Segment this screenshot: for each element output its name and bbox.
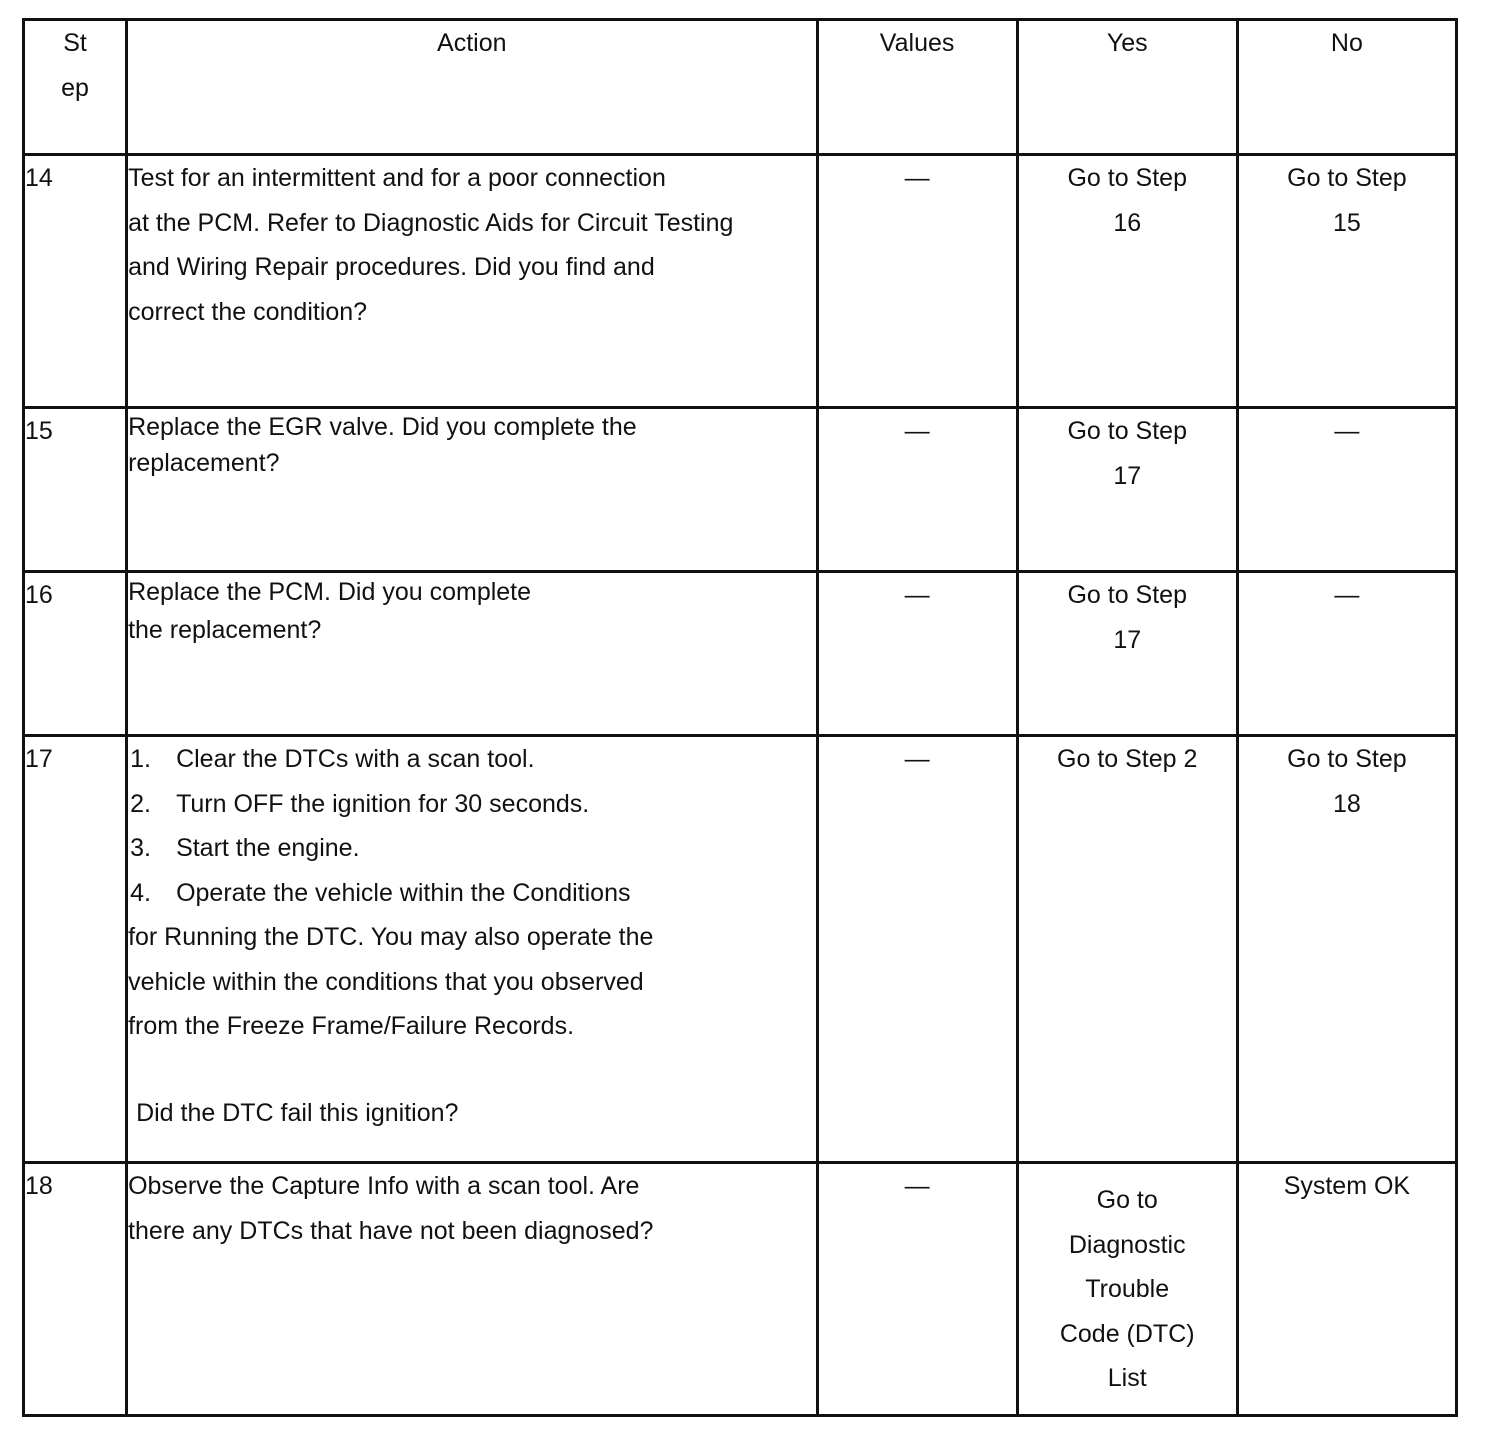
values-cell: — bbox=[817, 736, 1017, 1163]
diagnostic-table-container bbox=[22, 18, 1458, 1417]
action-line: and Wiring Repair procedures. Did you find and bbox=[128, 253, 655, 281]
numbered-step-index: 2. bbox=[130, 789, 151, 818]
spacer bbox=[128, 1049, 815, 1091]
numbered-step-text: Turn OFF the ignition for 30 seconds. bbox=[176, 789, 590, 818]
yes-cell bbox=[1017, 736, 1237, 1163]
table-row bbox=[24, 408, 1457, 572]
yes-line: 17 bbox=[1113, 461, 1142, 490]
step-number: 15 bbox=[24, 408, 127, 572]
action-line: the replacement? bbox=[128, 616, 322, 644]
action-line: correct the condition? bbox=[128, 297, 368, 326]
action-text bbox=[127, 572, 817, 736]
yes-cell bbox=[1017, 155, 1237, 408]
no-line: — bbox=[1334, 581, 1360, 609]
yes-line: Go to Step 2 bbox=[1057, 745, 1198, 773]
header-step bbox=[24, 20, 127, 155]
values-cell: — bbox=[817, 155, 1017, 408]
action-line: Test for an intermittent and for a poor connection bbox=[128, 164, 666, 192]
no-line: System OK bbox=[1283, 1172, 1411, 1200]
yes-line: 16 bbox=[1113, 208, 1142, 237]
yes-line: Go to Step bbox=[1067, 164, 1187, 192]
numbered-step-index: 1. bbox=[130, 745, 151, 773]
yes-line: Diagnostic bbox=[1068, 1230, 1186, 1259]
numbered-step-index: 4. bbox=[130, 878, 151, 907]
action-line: Replace the PCM. Did you complete bbox=[128, 578, 532, 606]
yes-line: 17 bbox=[1113, 625, 1142, 654]
step-number: 14 bbox=[24, 155, 127, 408]
no-line: Go to Step bbox=[1287, 164, 1407, 192]
action-text bbox=[127, 736, 817, 1163]
header-no: No bbox=[1237, 20, 1456, 155]
action-line: replacement? bbox=[128, 449, 280, 477]
action-text bbox=[127, 155, 817, 408]
yes-line: List bbox=[1107, 1364, 1147, 1392]
action-line: there any DTCs that have not been diagnosed? bbox=[128, 1216, 654, 1245]
yes-line: Code (DTC) bbox=[1059, 1319, 1195, 1348]
values-cell: — bbox=[817, 1163, 1017, 1416]
header-action: Action bbox=[127, 20, 817, 155]
table-row bbox=[24, 736, 1457, 1163]
no-line: Go to Step bbox=[1287, 745, 1407, 773]
action-line: from the Freeze Frame/Failure Records. bbox=[128, 1012, 575, 1040]
no-cell bbox=[1237, 572, 1456, 736]
values-cell: — bbox=[817, 572, 1017, 736]
action-question: Did the DTC fail this ignition? bbox=[136, 1098, 459, 1127]
action-line: vehicle within the conditions that you observed bbox=[128, 967, 644, 996]
yes-cell bbox=[1017, 572, 1237, 736]
no-cell bbox=[1237, 736, 1456, 1163]
action-line: for Running the DTC. You may also operate the bbox=[128, 923, 654, 951]
no-cell bbox=[1237, 408, 1456, 572]
yes-cell bbox=[1017, 1163, 1237, 1416]
numbered-step bbox=[128, 871, 815, 916]
yes-line: Trouble bbox=[1085, 1275, 1170, 1303]
action-line: at the PCM. Refer to Diagnostic Aids for Circuit Testing bbox=[128, 208, 734, 237]
table-header-row bbox=[24, 20, 1457, 155]
yes-cell bbox=[1017, 408, 1237, 572]
no-cell bbox=[1237, 1163, 1456, 1416]
numbered-step-text: Start the engine. bbox=[176, 834, 360, 862]
no-line: — bbox=[1334, 417, 1360, 445]
header-yes: Yes bbox=[1017, 20, 1237, 155]
action-text bbox=[127, 408, 817, 572]
no-line: 18 bbox=[1332, 789, 1361, 818]
header-step-line-2: ep bbox=[61, 73, 89, 102]
diagnostic-steps-table bbox=[22, 18, 1458, 1417]
action-line: Replace the EGR valve. Did you complete the bbox=[128, 413, 637, 441]
numbered-step-index: 3. bbox=[130, 834, 151, 862]
numbered-step-text: Operate the vehicle within the Conditions bbox=[176, 878, 631, 907]
numbered-step bbox=[128, 826, 815, 871]
action-line: Observe the Capture Info with a scan tool. Are bbox=[128, 1172, 640, 1200]
step-number: 16 bbox=[24, 572, 127, 736]
numbered-step bbox=[128, 737, 815, 782]
header-values: Values bbox=[817, 20, 1017, 155]
table-row bbox=[24, 572, 1457, 736]
table-row bbox=[24, 155, 1457, 408]
action-text bbox=[127, 1163, 817, 1416]
table-row bbox=[24, 1163, 1457, 1416]
step-number: 17 bbox=[24, 736, 127, 1163]
values-cell: — bbox=[817, 408, 1017, 572]
numbered-step bbox=[128, 782, 815, 827]
numbered-step-text: Clear the DTCs with a scan tool. bbox=[176, 745, 535, 773]
header-step-line-1: St bbox=[63, 29, 87, 57]
yes-line: Go to bbox=[1096, 1186, 1158, 1214]
yes-line: Go to Step bbox=[1067, 581, 1187, 609]
no-line: 15 bbox=[1332, 208, 1361, 237]
no-cell bbox=[1237, 155, 1456, 408]
yes-line: Go to Step bbox=[1067, 417, 1187, 445]
step-number: 18 bbox=[24, 1163, 127, 1416]
